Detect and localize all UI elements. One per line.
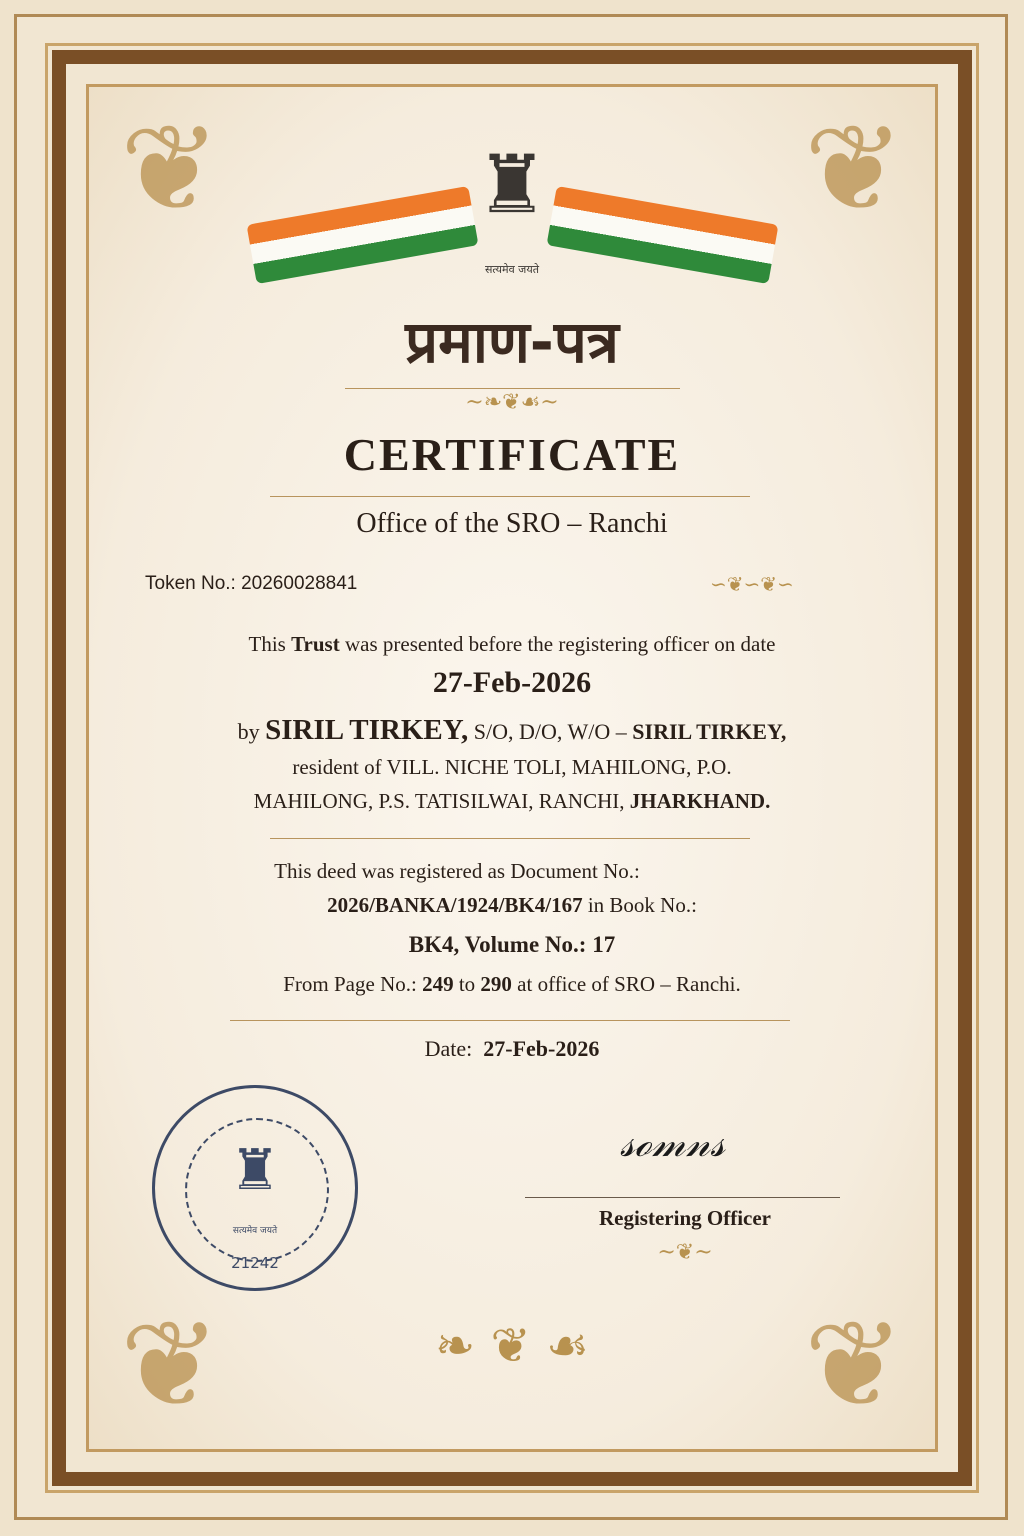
flourish-icon: ~❧❦☙~ bbox=[465, 390, 559, 415]
divider bbox=[270, 496, 750, 497]
divider bbox=[345, 388, 680, 389]
heading-hindi: प्रमाण-पत्र bbox=[405, 308, 619, 376]
office-name: Office of the SRO – Ranchi bbox=[356, 508, 668, 539]
registration-line-4: From Page No.: 249 to 290 at office of SRO – Ranchi. bbox=[283, 972, 741, 996]
national-emblem-icon: ♜ bbox=[476, 138, 548, 231]
token-number: Token No.: 20260028841 bbox=[145, 573, 358, 594]
presentation-date: 27-Feb-2026 bbox=[432, 666, 592, 699]
official-seal: ♜ सत्यमेव जयते 21242 bbox=[152, 1085, 358, 1291]
corner-ornament-icon: ❦ bbox=[803, 1296, 905, 1435]
address-line-1: resident of VILL. NICHE TOLI, MAHILONG, P.O. bbox=[292, 755, 732, 779]
registration-line-3: BK4, Volume No.: 17 bbox=[408, 932, 616, 957]
address-line-2: MAHILONG, P.S. TATISILWAI, RANCHI, JHARKHAND. bbox=[253, 789, 771, 813]
issue-date: Date: 27-Feb-2026 bbox=[424, 1036, 600, 1061]
signatory-title: Registering Officer bbox=[598, 1206, 771, 1230]
divider bbox=[230, 1020, 790, 1021]
flourish-icon: ~❦~ bbox=[657, 1240, 713, 1265]
corner-ornament-icon: ❦ bbox=[119, 100, 221, 239]
registration-line-2: 2026/BANKA/1924/BK4/167 in Book No.: bbox=[327, 893, 697, 917]
seal-number: 21242 bbox=[231, 1254, 279, 1272]
seal-emblem-icon: ♜ bbox=[229, 1138, 281, 1203]
signature: 𝓈ℴ𝓂𝓃𝓈 bbox=[620, 1120, 725, 1166]
signature-line bbox=[525, 1197, 840, 1198]
corner-ornament-icon: ❦ bbox=[119, 1296, 221, 1435]
party-line: by SIRIL TIRKEY, S/O, D/O, W/O – SIRIL TIRKEY, bbox=[237, 714, 787, 746]
registration-line-1: This deed was registered as Document No.: bbox=[274, 859, 640, 883]
bottom-ornament-icon: ❧ ❦ ☙ bbox=[435, 1318, 589, 1374]
flourish-icon: ∽❦∽❦∽ bbox=[710, 572, 794, 596]
presentation-text: This Trust was presented before the registering officer on date bbox=[248, 632, 776, 656]
corner-ornament-icon: ❦ bbox=[803, 100, 905, 239]
emblem-motto: सत्यमेव जयते bbox=[484, 263, 539, 276]
certificate-title: CERTIFICATE bbox=[343, 429, 681, 480]
divider bbox=[270, 838, 750, 839]
